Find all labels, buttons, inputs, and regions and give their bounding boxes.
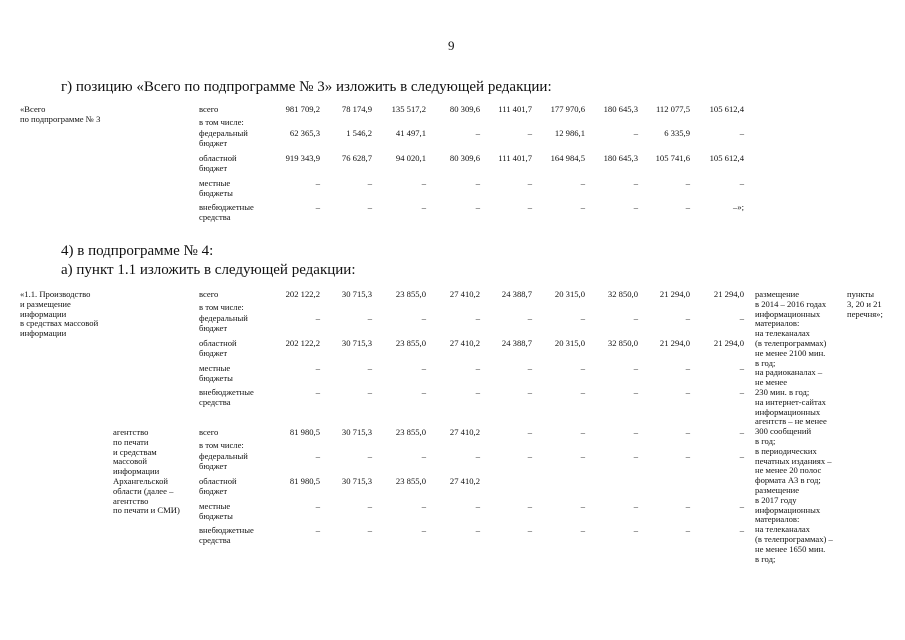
table2-cell: – — [580, 387, 585, 397]
table2-source-label: областной бюджет — [199, 338, 237, 358]
table2-source-label: внебюджетные средства — [199, 387, 254, 407]
table2-cell: – — [475, 387, 480, 397]
table1-cell: 919 343,9 — [285, 153, 320, 163]
table2-cell: – — [475, 363, 480, 373]
table2-executor-cell: – — [739, 427, 744, 437]
table2-note: пункты 3, 20 и 21 перечня»; — [847, 289, 883, 319]
table2-source-label: всего — [199, 289, 219, 299]
table1-cell: 180 645,3 — [603, 104, 638, 114]
table1-cell: 180 645,3 — [603, 153, 638, 163]
table2-cell: – — [633, 387, 638, 397]
table2-executor-cell: – — [475, 525, 480, 535]
table2-executor-source-label: внебюджетные средства — [199, 525, 254, 545]
table1-cell: 177 970,6 — [550, 104, 585, 114]
table2-executor-cell: 27 410,2 — [449, 476, 480, 486]
heading-subprogram-4: 4) в подпрограмме № 4: — [61, 243, 214, 259]
table2-executor-cell: – — [421, 451, 426, 461]
table1-cell: – — [367, 202, 372, 212]
table2-cell: 24 388,7 — [501, 338, 532, 348]
table2-cell: – — [633, 313, 638, 323]
table1-cell: 6 335,9 — [664, 128, 690, 138]
table2-executor-cell: – — [739, 501, 744, 511]
table2-executor-cell: – — [315, 501, 320, 511]
table1-cell: – — [527, 128, 532, 138]
table2-executor-cell: – — [685, 525, 690, 535]
table2-cell: 202 122,2 — [285, 338, 320, 348]
table2-cell: 21 294,0 — [659, 338, 690, 348]
table2-cell: 202 122,2 — [285, 289, 320, 299]
table1-cell: – — [580, 202, 585, 212]
table1-cell: – — [475, 178, 480, 188]
table1-cell: – — [421, 178, 426, 188]
table1-cell: – — [739, 178, 744, 188]
table1-cell: 78 174,9 — [341, 104, 372, 114]
table2-cell: – — [527, 387, 532, 397]
table1-cell: 94 020,1 — [395, 153, 426, 163]
table2-executor-source-label: всего — [199, 427, 219, 437]
table1-cell: 111 401,7 — [498, 153, 532, 163]
table1-cell: – — [739, 128, 744, 138]
table1-source-label: областной бюджет — [199, 153, 237, 173]
table2-executor-cell: – — [633, 525, 638, 535]
table2-executor-source-label: областной бюджет — [199, 476, 237, 496]
table2-cell: – — [739, 363, 744, 373]
table2-cell: – — [739, 313, 744, 323]
table1-cell: 105 741,6 — [655, 153, 690, 163]
table2-executor-cell: – — [475, 451, 480, 461]
table2-cell: – — [739, 387, 744, 397]
table2-executor-cell: – — [580, 501, 585, 511]
table2-cell: – — [633, 363, 638, 373]
table2-cell: 20 315,0 — [554, 289, 585, 299]
table2-executor-cell: – — [685, 427, 690, 437]
table2-executor-cell: – — [315, 451, 320, 461]
table1-cell: 981 709,2 — [285, 104, 320, 114]
table2-name: «1.1. Производство и размещение информации в средствах массовой информации — [20, 289, 99, 339]
table1-cell: – — [580, 178, 585, 188]
table2-cell: 27 410,2 — [449, 289, 480, 299]
table2-executor-cell: 23 855,0 — [395, 427, 426, 437]
table2-executor-cell: – — [580, 451, 585, 461]
table2-executor-cell: – — [475, 501, 480, 511]
table1-cell: – — [421, 202, 426, 212]
table1-cell: 80 309,6 — [449, 104, 480, 114]
table1-source-label: федеральный бюджет — [199, 128, 248, 148]
table2-cell: – — [421, 387, 426, 397]
table1-cell: 105 612,4 — [709, 104, 744, 114]
table1-cell: 112 077,5 — [655, 104, 690, 114]
table2-source-label: федеральный бюджет — [199, 313, 248, 333]
table2-cell: 27 410,2 — [449, 338, 480, 348]
table1-name: «Всего по подпрограмме № 3 — [20, 104, 101, 124]
table2-result: размещение в 2014 – 2016 годах информационных материалов: на телеканалах (в телепрограммах) не менее 2100 мин. в год; на радиоканалах – не менее 230 мин. в год; на интернет-сайтах информационных агентств – не менее 300 сообщений в год; в периодических печатных изданиях – не менее 20 полос формата А3 в год; размещение в 2017 году информационных материалов: на телеканалах (в телепрограммах) – не менее 1650 мин. в год; — [755, 289, 833, 564]
table1-cell: – — [315, 202, 320, 212]
table1-source-label: внебюджетные средства — [199, 202, 254, 222]
table2-cell: – — [421, 363, 426, 373]
table2-executor-cell: – — [527, 525, 532, 535]
table2-executor-cell: 27 410,2 — [449, 427, 480, 437]
table1-cell: – — [527, 178, 532, 188]
table2-executor-cell: – — [633, 451, 638, 461]
table2-executor-source-label: местные бюджеты — [199, 501, 233, 521]
table2-executor-cell: 30 715,3 — [341, 427, 372, 437]
table2-executor-cell: – — [580, 525, 585, 535]
table1-cell: 164 984,5 — [550, 153, 585, 163]
table2-executor-cell: – — [421, 501, 426, 511]
table2-cell: 23 855,0 — [395, 289, 426, 299]
table1-cell: – — [633, 202, 638, 212]
table2-cell: 30 715,3 — [341, 289, 372, 299]
table1-cell: 111 401,7 — [498, 104, 532, 114]
table2-executor-cell: 81 980,5 — [289, 427, 320, 437]
table1-cell: – — [633, 178, 638, 188]
table2-executor-cell: – — [527, 501, 532, 511]
table1-cell: – — [475, 202, 480, 212]
table2-executor-cell: – — [527, 451, 532, 461]
table2-executor-cell: – — [685, 451, 690, 461]
table1-source-label: всего — [199, 104, 219, 114]
table2-cell: 23 855,0 — [395, 338, 426, 348]
table2-cell: – — [527, 363, 532, 373]
table1-cell: – — [633, 128, 638, 138]
page-number: 9 — [448, 38, 455, 53]
table2-cell: 20 315,0 — [554, 338, 585, 348]
table2-cell: – — [367, 363, 372, 373]
table2-executor-cell: 30 715,3 — [341, 476, 372, 486]
table1-cell: 12 986,1 — [554, 128, 585, 138]
table2-executor-cell: – — [739, 525, 744, 535]
heading-point-1-1: а) пункт 1.1 изложить в следующей редакции: — [61, 262, 356, 278]
table2-source-label: в том числе: — [199, 302, 244, 312]
heading-subprogram-3: г) позицию «Всего по подпрограмме № 3» изложить в следующей редакции: — [61, 79, 552, 95]
table2-cell: – — [580, 313, 585, 323]
table2-cell: 32 850,0 — [607, 289, 638, 299]
table2-cell: – — [367, 313, 372, 323]
table2-cell: 32 850,0 — [607, 338, 638, 348]
table1-cell: – — [315, 178, 320, 188]
table2-cell: – — [315, 313, 320, 323]
table2-executor-cell: – — [315, 525, 320, 535]
table2-cell: 21 294,0 — [713, 338, 744, 348]
table2-cell: – — [527, 313, 532, 323]
table1-cell: – — [685, 202, 690, 212]
table2-executor-source-label: в том числе: — [199, 440, 244, 450]
table2-executor-cell: 23 855,0 — [395, 476, 426, 486]
table2-cell: – — [685, 363, 690, 373]
table2-executor-cell: – — [421, 525, 426, 535]
table2-executor-cell: – — [685, 501, 690, 511]
table1-cell: 135 517,2 — [391, 104, 426, 114]
table1-cell: – — [367, 178, 372, 188]
table2-cell: 30 715,3 — [341, 338, 372, 348]
table1-cell: 105 612,4 — [709, 153, 744, 163]
table2-cell: – — [367, 387, 372, 397]
table1-cell: – — [527, 202, 532, 212]
table2-executor-cell: – — [739, 451, 744, 461]
table1-cell: 41 497,1 — [395, 128, 426, 138]
table2-executor-cell: – — [367, 525, 372, 535]
table1-cell: 80 309,6 — [449, 153, 480, 163]
table2-cell: – — [580, 363, 585, 373]
table2-cell: – — [421, 313, 426, 323]
table2-source-label: местные бюджеты — [199, 363, 233, 383]
table2-executor-cell: – — [580, 427, 585, 437]
table2-executor-cell: – — [633, 427, 638, 437]
table1-source-label: в том числе: — [199, 117, 244, 127]
table2-executor-cell: – — [527, 427, 532, 437]
table2-executor: агентство по печати и средствам массовой информации Архангельской области (далее – агентство по печати и СМИ) — [113, 427, 180, 516]
table2-cell: 21 294,0 — [659, 289, 690, 299]
table1-cell: – — [685, 178, 690, 188]
table2-cell: – — [475, 313, 480, 323]
table2-cell: 21 294,0 — [713, 289, 744, 299]
table2-cell: – — [315, 387, 320, 397]
table2-cell: – — [685, 387, 690, 397]
table1-cell: –»; — [733, 202, 744, 212]
table2-cell: – — [685, 313, 690, 323]
table1-cell: 76 628,7 — [341, 153, 372, 163]
table2-cell: 24 388,7 — [501, 289, 532, 299]
table2-executor-source-label: федеральный бюджет — [199, 451, 248, 471]
table1-cell: 62 365,3 — [289, 128, 320, 138]
table2-executor-cell: – — [633, 501, 638, 511]
table2-executor-cell: – — [367, 451, 372, 461]
table1-cell: – — [475, 128, 480, 138]
table2-executor-cell: 81 980,5 — [289, 476, 320, 486]
table1-source-label: местные бюджеты — [199, 178, 233, 198]
table2-cell: – — [315, 363, 320, 373]
table1-cell: 1 546,2 — [346, 128, 372, 138]
table2-executor-cell: – — [367, 501, 372, 511]
